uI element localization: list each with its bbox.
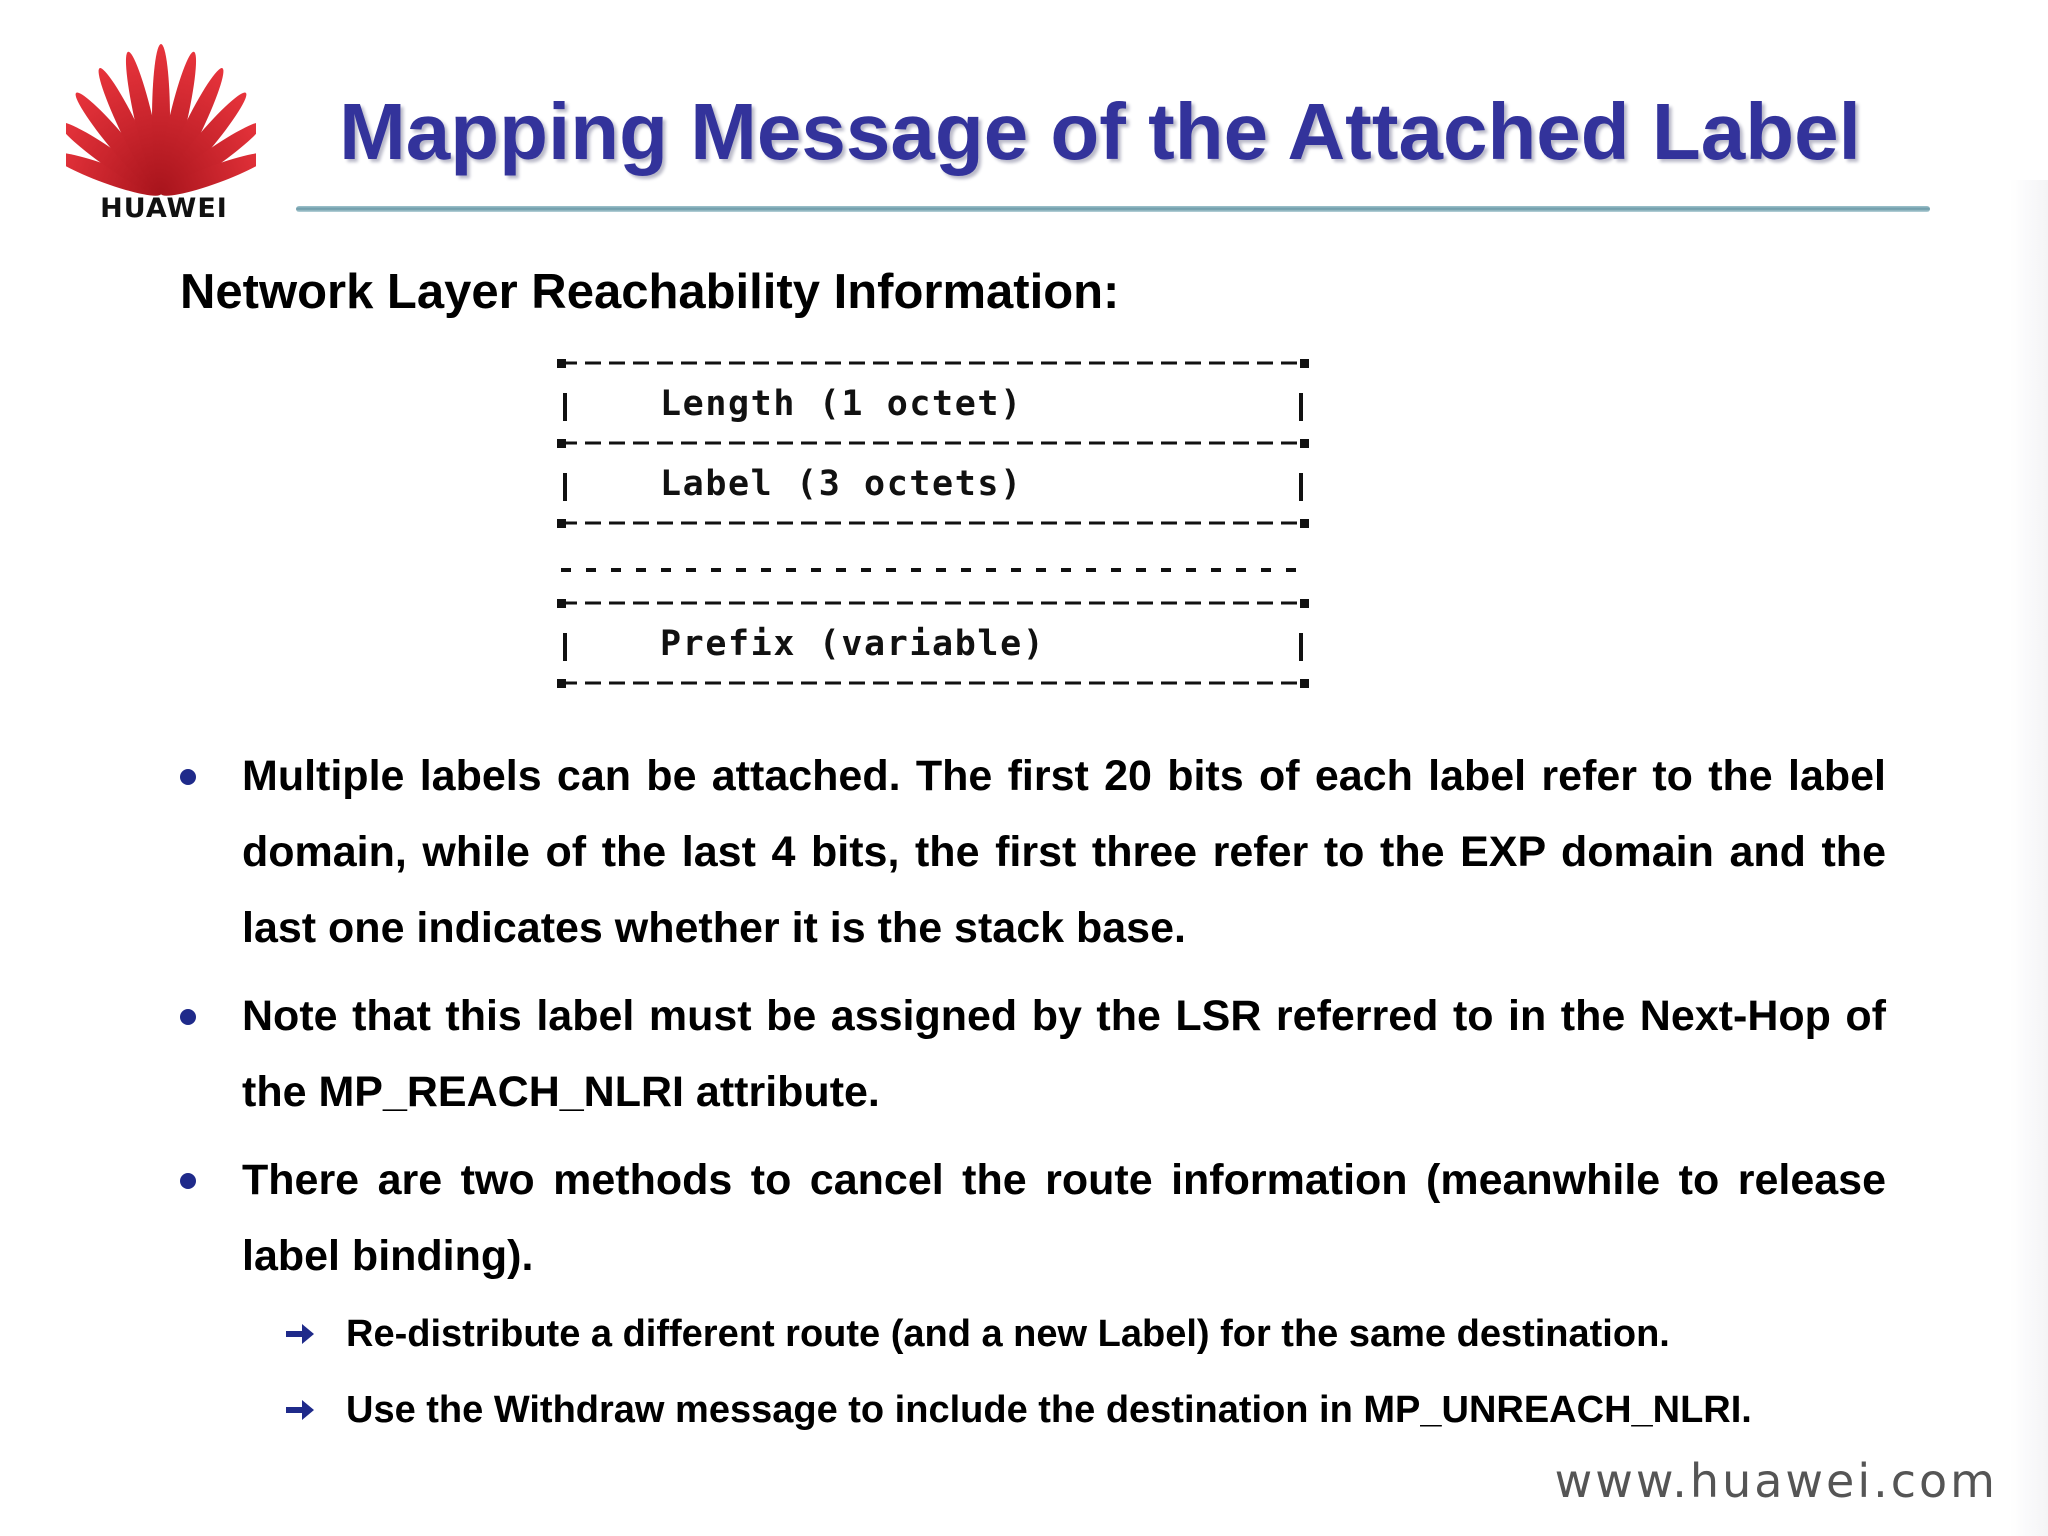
bullet-item — [176, 738, 1886, 966]
page-title: Mapping Message of the Attached Label — [339, 87, 1861, 176]
arrow-right-icon — [284, 1396, 316, 1424]
section-heading: Network Layer Reachability Information: — [180, 265, 1120, 319]
logo-wordmark: HUAWEI — [100, 193, 228, 224]
bullet-text: Multiple labels can be attached. The first 20 bits of each label refer to the label domain, while of the last 4 bits, the first three refer to the EXP domain and the last one indicates whether it is the stack base. — [242, 752, 1886, 952]
bullet-item — [176, 978, 1886, 1130]
bullet-text: Note that this label must be assigned by the LSR referred to in the Next-Hop of the MP_REACH_NLRI attribute. — [242, 992, 1886, 1116]
nlri-field-prefix: Prefix (variable) — [660, 624, 1046, 664]
bullet-dot-icon — [180, 769, 196, 785]
bullet-item — [176, 1142, 1886, 1294]
sub-bullet-item — [176, 1296, 1886, 1372]
arrow-right-icon — [284, 1320, 316, 1348]
sub-bullet-item — [176, 1372, 1886, 1448]
bullet-list — [176, 738, 1886, 1448]
sub-bullet-text: Re-distribute a different route (and a new Label) for the same destination. — [346, 1313, 1670, 1355]
nlri-field-length: Length (1 octet) — [660, 384, 1023, 424]
footer-url: www.huawei.com — [1554, 1454, 1998, 1508]
bullet-dot-icon — [180, 1173, 196, 1189]
bullet-dot-icon — [180, 1009, 196, 1025]
bullet-text: There are two methods to cancel the route information (meanwhile to release label binding). — [242, 1156, 1886, 1280]
title-divider — [296, 206, 1930, 212]
nlri-field-label: Label (3 octets) — [660, 464, 1023, 504]
slide-edge-shade — [2010, 180, 2048, 1536]
sub-bullet-text: Use the Withdraw message to include the destination in MP_UNREACH_NLRI. — [346, 1389, 1752, 1431]
